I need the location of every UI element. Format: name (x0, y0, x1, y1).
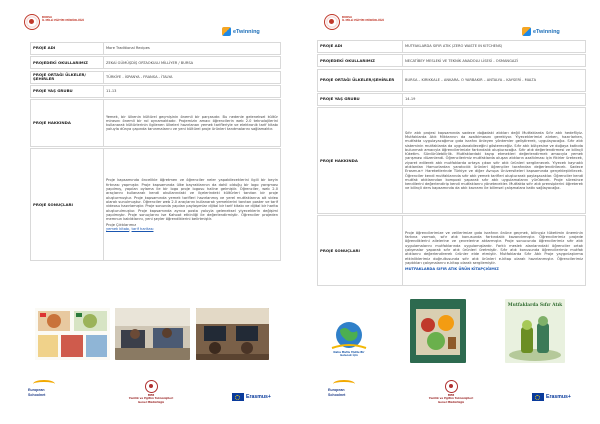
value-about: Sıfır atık projesi kapsamında sadece doğadaki atıkları değil Mutfaklarda Sıfır atık hedefliyiz. Mutfaklarda Atık Miktarının da azaltılmasını gerekiyor. Yiyeceklerimizi alırken, hazırlarken, mutfakta uygulayacağımız gıda israfını önleyen yöntemler geliştirerek, uygulayacağız. Sıfır atık sisteminin mutfaklarda da uygulanabileceğini göstereceğiz. Sıfır atık bütçesine ve doğaya katkıda bulunmak amacıyla öğrencilerimizle farkındalık oluşturacağız. Sıfır atık değerlendirmesi ve bilinçli tüketim. Sürdürülebilirlik. Mutfaklardaki kayıp ekmekleri değerlendirmek amacıyla yemek yarışması düzenlendi. Öğrencilerimiz mutfaklarda oluşan atıkların azaltılması için fikirler üretecek, ziyaret edilerek atık mutfaklarda ortaya çıkan sıfır atık ürünleri sergilenecek. Yiyecek kaynaklı atıklardan Hamurlardan yaratıcılık ürünleri öğrenciler tarafından değerlendirilecek. Sadece Erasmus+ Hareketlerinde Türkiye ve diğer Avrupa Üniversiteleri kapsamında gerçekleştirilecek. Öğrenciler kendi mutfaklarında sıfır atık yemek tarifleri oluşturarak paylaşacaklar. Öğrenciler kendi mutfak atıklarından kompost yaparak sıfır atık uygulamalarını yürütecek. Proje süresince kendilerini değerlendirip kendi mutfaklarını yönetecekler. Mutfakta sıfır atık prensiplerini öğreterek ve bilinçli ders kapsamında da atık kavramı ile bilimsel çalışmalara katkı sağlayacağız. (403, 108, 586, 214)
label-results: PROJE SONUÇLARI (31, 149, 104, 261)
meb-line: Yenilik ve Eğitim Teknolojileri (128, 396, 174, 401)
row-school (31, 57, 281, 69)
label-project-name: PROJE ADI (318, 41, 403, 53)
row-age (31, 85, 281, 97)
european-schoolnet-line: European (328, 388, 345, 392)
label-school: PROJEDEKİ OKULLARIMIZ (31, 57, 104, 69)
european-schoolnet-line: Schoolnet (328, 392, 346, 397)
row-project-name (31, 43, 281, 55)
recipe-collage-photo (35, 308, 110, 360)
label-results: PROJE SONUÇLARI (318, 216, 403, 286)
left-brand-text (42, 16, 84, 22)
computer-lab-photo (196, 308, 269, 360)
label-project-name: PROJE ADI (31, 43, 104, 55)
european-schoolnet-icon (333, 380, 355, 388)
row-results (31, 149, 281, 261)
value-age: 14-19 (403, 93, 586, 105)
outputs-links: yemek kitabı, tarif haritası (106, 227, 154, 232)
etwinning-logo (222, 27, 260, 36)
brand-line: BURSA (342, 16, 352, 19)
brand-line: İL MİLLİ EĞİTİM MÜDÜRLÜĞÜ (342, 19, 385, 23)
results-paragraph: Proje öğrencilerimize ve velilerimize gıda israfının önüne geçmek, bilinçsiz tüketimin öneminin farkına varmak, sıfır atık konusunda farkındalık kazandırmıştır. Öğrencilerimiz projede öğrendiklerini ailelerine ve çevrelerine aktarmıştır. Proje sonucunda öğrencilerimiz sıfır atık uygulamalarını mutfaklarında uygulamışlardır. Farklı meslek alanlarındaki öğrenciler ortak çalışmalar yaparak sıfır atık ürünleri üretmiştir. Sıfır atık konusunda öğrencilerimiz mutfak atıklarını değerlendirerek ürünler elde etmiştir. Mutfaklarda Sıfır Atık Proje yaygınlaştırma etkinliklerimiz doğrultusunda sıfır atık ürünleri e-kitap olarak hazırlanmıştır. Öğrencilerimiz yaptıkları çalışmalarını e-kitap olarak sergilemiştir. (405, 230, 583, 265)
value-school: NECATİBEY MESLEKİ VE TEKNİK ANADOLU LİSESİ - OSMANGAZİ (403, 55, 586, 67)
label-school: PROJEDEKİ OKULLARIMIZ (318, 55, 403, 67)
value-partners: TÜRKİYE - İSPANYA - FRANSA - İTALYA (104, 71, 281, 83)
brand-line: İL MİLLİ EĞİTİM MÜDÜRLÜĞÜ (42, 19, 85, 23)
meb-icon (145, 380, 158, 393)
row-school (318, 55, 586, 67)
value-results (104, 149, 281, 261)
outputs-label: Proje Çıktılarımız (106, 222, 137, 227)
erasmus-label: Erasmus+ (546, 394, 571, 400)
eu-flag-icon (232, 393, 244, 401)
european-schoolnet-line: European (28, 388, 45, 392)
results-paragraph: Proje kapsamında öncelikle öğretmen ve öğrenciler neler yapabileceklerini ilgili bir beyin fırtınası yapmıştır. Proje kapsamında ülke bayraklarının da dahil olduğu bir logo yarışması yapılmış, yapılan oylama ile bir logo proje logosu haline gelmiştir. Öğrenciler, web 2.0 araçlarını kullanarak kendi okullarındaki ve ilçelerindeki kültürleri tanıtan bir proje oluşturmuştur. Proje kapsamında yemek tarifleri hazırlanmış ve yerel mutfaklarına ait video olarak sunulmuştur. Öğrenciler web 2.0 araçlarını kullanarak yemeklerini tanıtan poster ve tarif videosu hazırlamıştır. Proje sonunda yapılan paylaşımlar dijital bir tarif kitabı ve dijital bir harita oluşturulmuştur. Proje kapsamında ayrıca posta yoluyla geleneksel yiyeceklerin değişimi yapılmıştır. Proje sonuçlarını ise Kahoot etkinliği ile değerlendirmiştir. Öğrenciler projeden memnun kaldıklarını, yeni şeyler öğrendiklerini belirtmiştir. (106, 178, 278, 222)
erasmus-label: Erasmus+ (246, 394, 271, 400)
value-about: Yemek, bir ülkenin kültürel geçmişinin önemli bir parçasıdır. Bu nedenle geleneksel kültür mirasını önemli bir rol oynamaktadır. Projemizin amacı öğrencilerin web 2.0 teknolojilerini kullanarak kültürlerinin ilgilenen ülkeleri hazırlanan yemek tarifleriyle ve elektronik tarif kitabı yoluyla dünya çapında tanınmalarını ve yeni kültürel proje ürünleri tanıtmalarını sağlamaktır. (104, 100, 281, 147)
row-about (31, 100, 281, 147)
book-cover-title: Mutfaklarda Sıfır Atık (507, 303, 563, 308)
bursa-meb-seal-icon (324, 14, 340, 30)
meb-icon (445, 380, 458, 393)
erasmus-plus-logo (232, 393, 271, 401)
value-school: ZEKAİ GÜMÜŞDİŞ ORTAOKULU MİLLİYER / BURSA (104, 57, 281, 69)
link-recipe-book[interactable]: yemek kitabı (106, 227, 130, 232)
classroom-photo (115, 308, 190, 360)
meb-line: Yenilik ve Eğitim Teknolojileri (428, 396, 474, 401)
etwinning-label: eTwinning (533, 28, 560, 35)
value-project-name: More Traditional Recipes (104, 43, 281, 55)
european-schoolnet-logo (28, 380, 55, 397)
right-project-table (317, 40, 586, 286)
meb-yegitek-logo (406, 380, 496, 404)
poster-caption (322, 351, 376, 357)
label-about: PROJE HAKKINDA (31, 100, 104, 147)
link-recipe-map[interactable]: tarif haritası (131, 227, 154, 232)
meb-line: MEB (447, 393, 455, 397)
label-age: PROJE YAŞ GRUBU (31, 85, 104, 97)
european-schoolnet-logo (328, 380, 355, 397)
row-about (318, 108, 586, 214)
bursa-meb-seal-icon (24, 14, 40, 30)
link-product-booklet[interactable]: MUTFAKLARDA SIFIR ATIK ÜRÜN KİTAPÇIĞIMIZ (405, 266, 499, 271)
meb-yegitek-logo (106, 380, 196, 404)
erasmus-plus-logo (532, 393, 571, 401)
row-project-name (318, 41, 586, 53)
european-schoolnet-line: Schoolnet (28, 392, 46, 397)
meb-line: MEB (147, 393, 155, 397)
european-schoolnet-icon (33, 380, 55, 388)
row-partners (318, 69, 586, 91)
label-about: PROJE HAKKINDA (318, 108, 403, 214)
etwinning-icon (522, 27, 531, 36)
eu-flag-icon (532, 393, 544, 401)
zero-waste-book-cover (505, 299, 565, 363)
meb-line: Genel Müdürlüğü (137, 399, 165, 404)
row-partners (31, 71, 281, 83)
brand-line: BURSA (42, 16, 52, 19)
value-results (403, 216, 586, 286)
etwinning-logo (522, 27, 560, 36)
poster-caption-line: Daha Mutlu Mutlu Bir (333, 351, 365, 354)
poster-caption-line: Gelecek İçin (340, 354, 358, 358)
row-age (318, 93, 586, 105)
value-age: 11-13 (104, 85, 281, 97)
label-age: PROJE YAŞ GRUBU (318, 93, 403, 105)
label-partners: PROJE ORTAĞI ÜLKELER/ŞEHİRLER (318, 69, 403, 91)
right-brand-text (342, 16, 384, 22)
meb-line: Genel Müdürlüğü (437, 399, 465, 404)
kitchen-waste-photo (410, 299, 466, 363)
row-results (318, 216, 586, 286)
right-page (300, 0, 600, 424)
left-project-table (30, 42, 281, 261)
value-project-name: MUTFAKLARDA SIFIR ATIK (ZERO WASTE IN KITCHENS) (403, 41, 586, 53)
etwinning-icon (222, 27, 231, 36)
value-partners: BURSA – KIRIKKALE – ANKARA- O YARBAKIR – ANTALYA – KAYSERİ - MALTA (403, 69, 586, 91)
zero-waste-poster (322, 318, 376, 364)
etwinning-label: eTwinning (233, 28, 260, 35)
label-partners: PROJE ORTAĞI ÜLKELER/ŞEHİRLER (31, 71, 104, 83)
